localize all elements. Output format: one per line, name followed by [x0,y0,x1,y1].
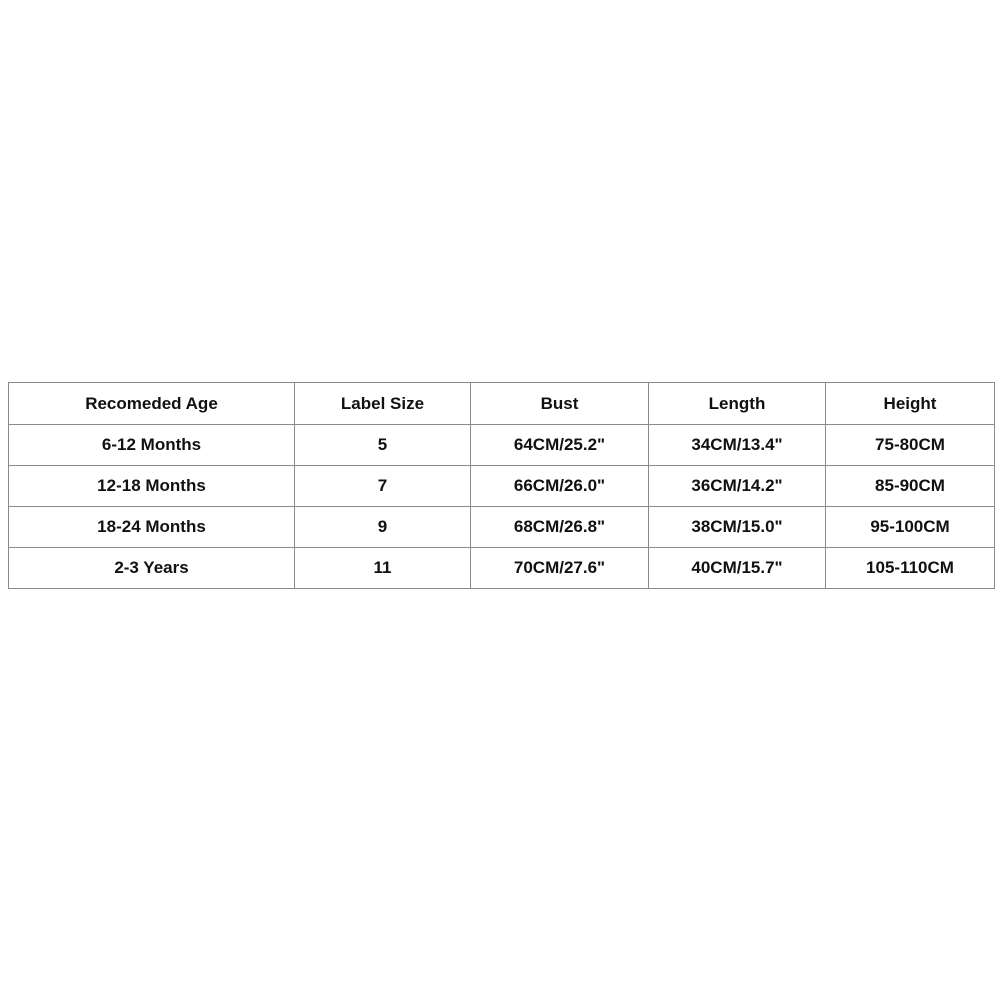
table-row [9,507,995,548]
cell-bust: 66CM/26.0" [471,466,649,507]
cell-height: 85-90CM [826,466,995,507]
table-body [9,425,995,589]
size-chart-table [8,382,995,589]
header-length: Length [649,383,826,425]
cell-label-size: 7 [295,466,471,507]
cell-age: 18-24 Months [9,507,295,548]
table-row [9,548,995,589]
cell-label-size: 5 [295,425,471,466]
cell-length: 34CM/13.4" [649,425,826,466]
table-row [9,425,995,466]
cell-length: 40CM/15.7" [649,548,826,589]
cell-height: 75-80CM [826,425,995,466]
cell-age: 6-12 Months [9,425,295,466]
header-label-size: Label Size [295,383,471,425]
cell-height: 95-100CM [826,507,995,548]
cell-bust: 68CM/26.8" [471,507,649,548]
cell-bust: 64CM/25.2" [471,425,649,466]
cell-age: 2-3 Years [9,548,295,589]
cell-age: 12-18 Months [9,466,295,507]
cell-label-size: 9 [295,507,471,548]
header-row [9,383,995,425]
table-row [9,466,995,507]
header-bust: Bust [471,383,649,425]
cell-bust: 70CM/27.6" [471,548,649,589]
header-height: Height [826,383,995,425]
cell-height: 105-110CM [826,548,995,589]
header-recommended-age: Recomeded Age [9,383,295,425]
table-header [9,383,995,425]
cell-length: 36CM/14.2" [649,466,826,507]
cell-length: 38CM/15.0" [649,507,826,548]
cell-label-size: 11 [295,548,471,589]
